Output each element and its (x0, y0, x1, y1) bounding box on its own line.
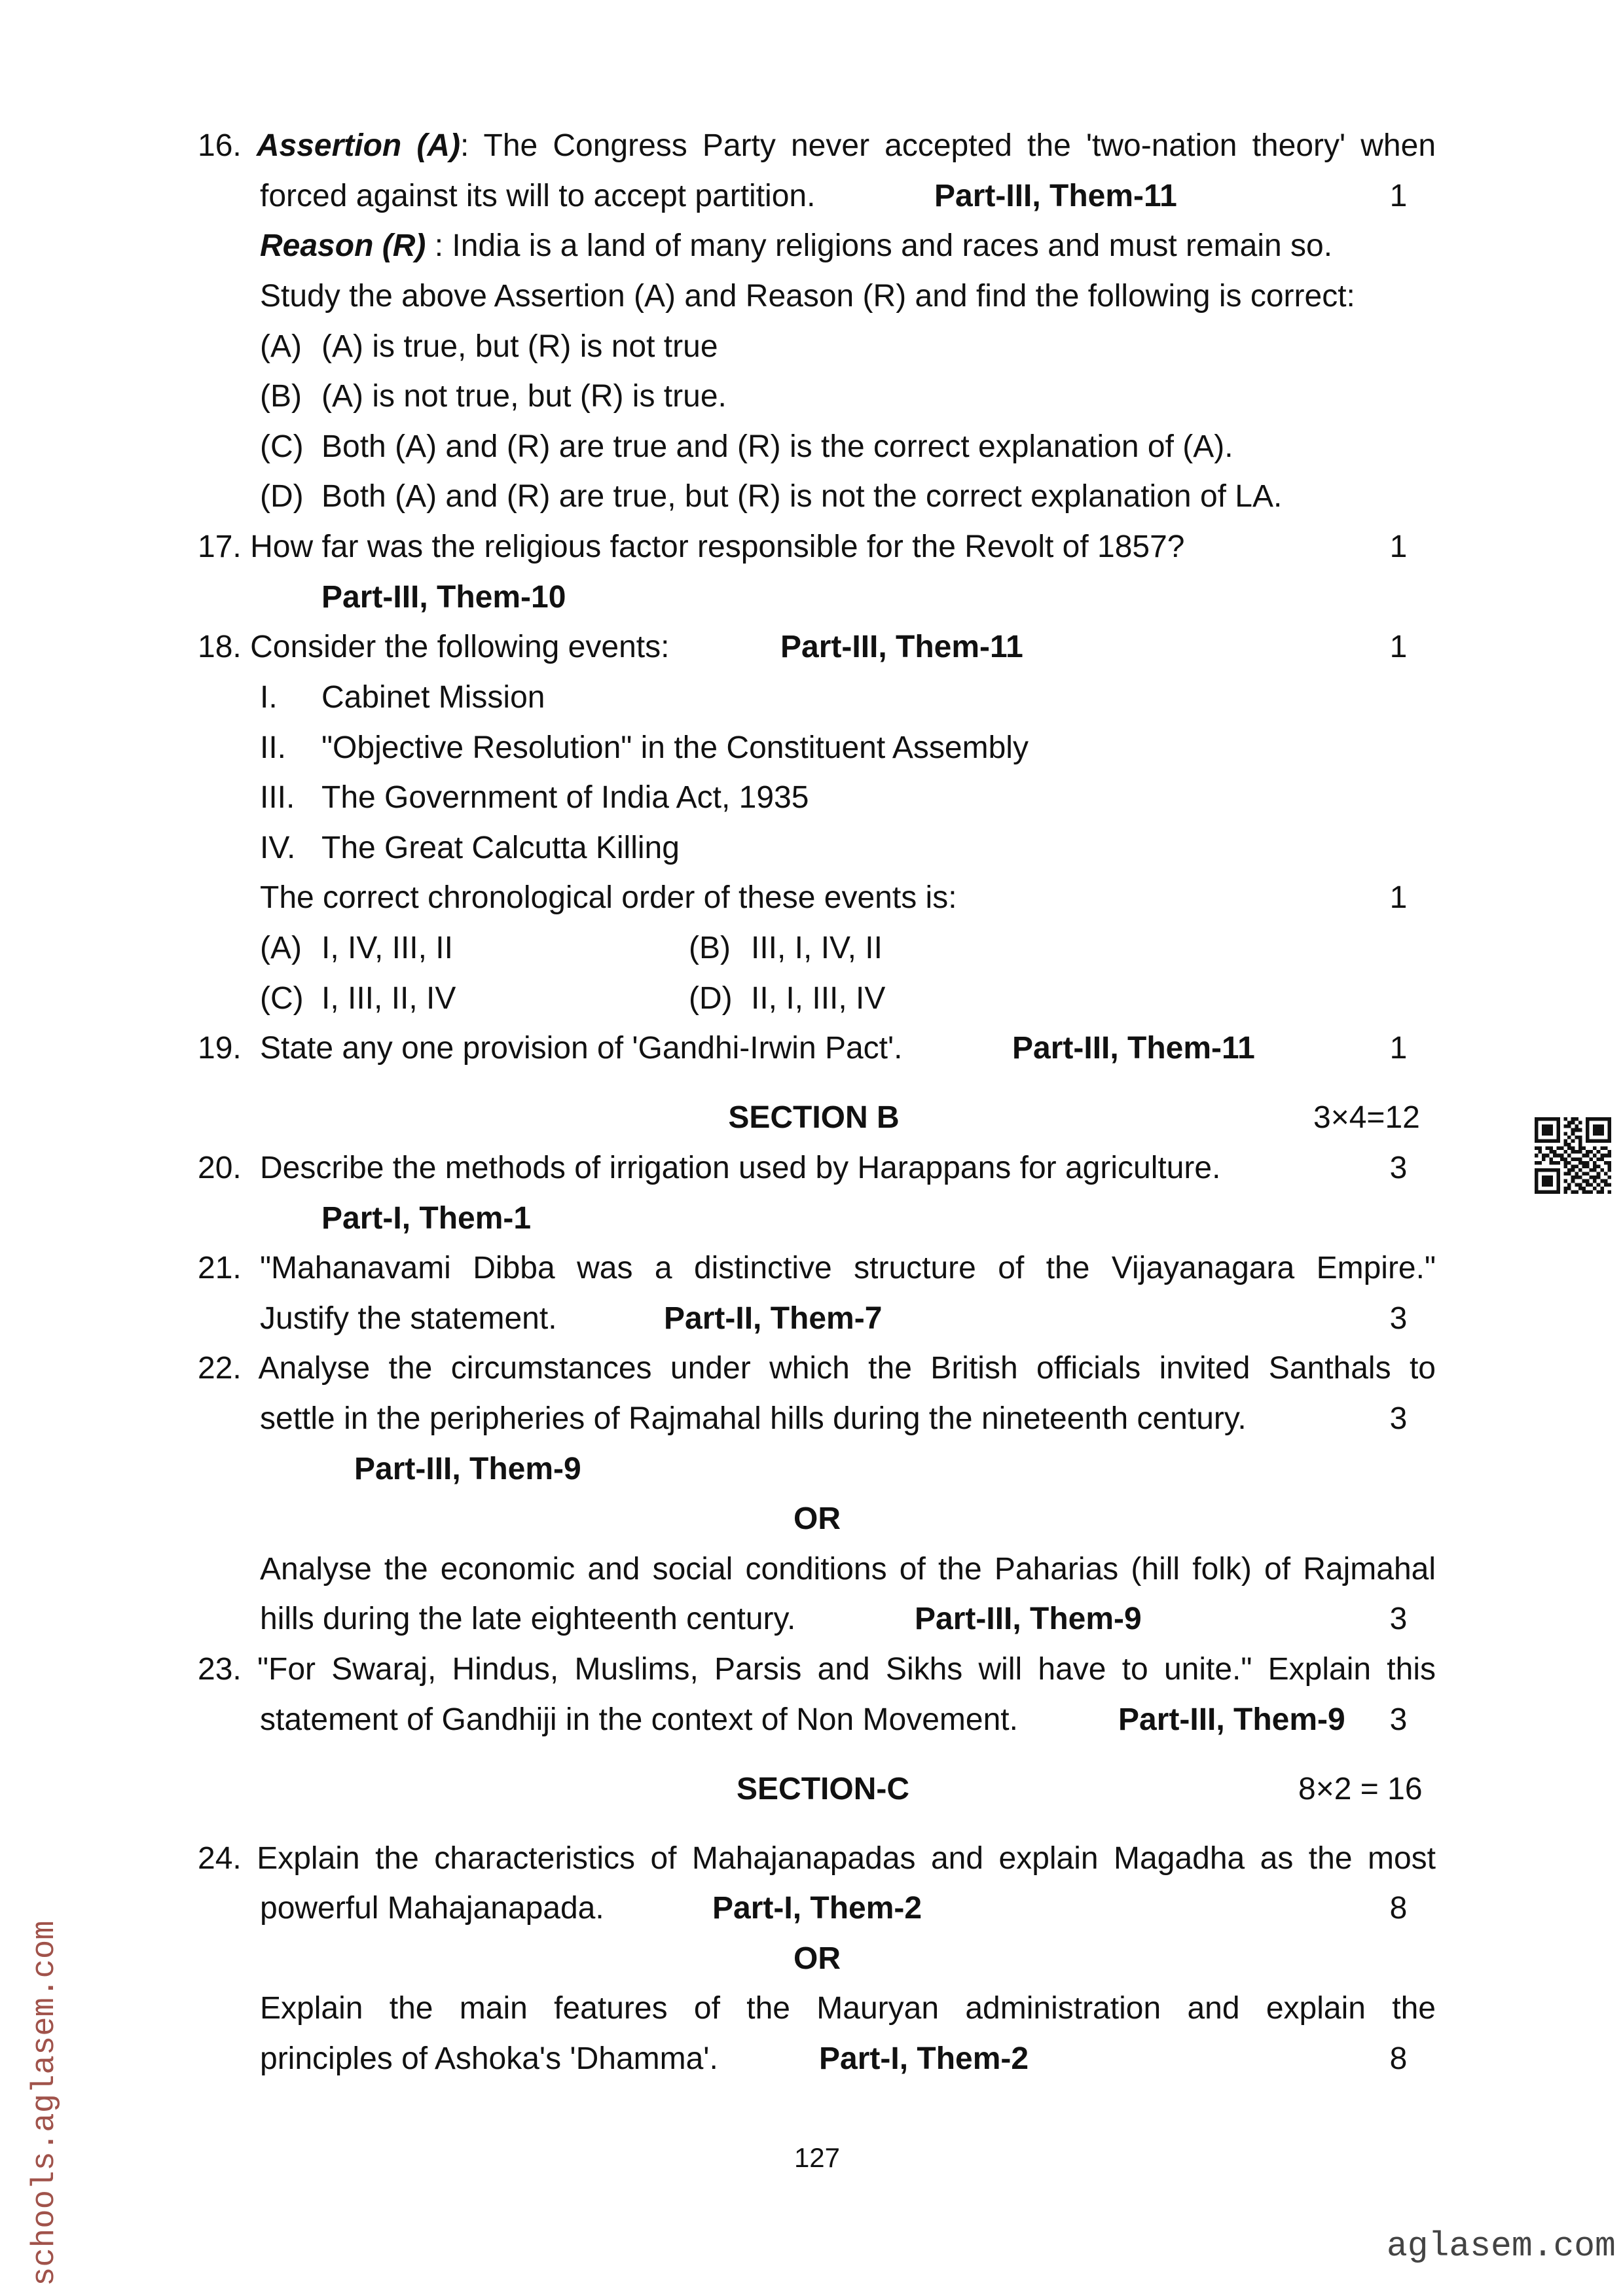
question-22-line-2: settle in the peripheries of Rajmahal hills during the nineteenth century. (260, 1401, 1247, 1436)
reason-label: Reason (R) (260, 228, 426, 263)
question-18-reference: Part-III, Them-11 (780, 630, 1023, 664)
event-label: I. (260, 680, 278, 715)
question-19-marks: 1 (1389, 1031, 1408, 1066)
question-22-or: OR (793, 1501, 841, 1536)
event-text: The Government of India Act, 1935 (321, 780, 809, 815)
question-24-text: Explain the characteristics of Mahajanapadas and explain Magadha as the most (257, 1841, 1436, 1876)
question-23-line-2: statement of Gandhiji in the context of Non Movement. (260, 1702, 1018, 1737)
question-17-number: 17. (198, 529, 242, 564)
section-b-marks: 3×4=12 (1313, 1100, 1420, 1135)
question-22-text: Analyse the circumstances under which the British officials invited Santhals to (258, 1351, 1436, 1386)
question-22-alt-line-1: Analyse the economic and social conditions of the Paharias (hill folk) of Rajmahal (260, 1552, 1436, 1587)
question-19-number: 19. (198, 1031, 242, 1066)
assertion-continuation: forced against its will to accept partition. (260, 179, 816, 213)
question-24-line-2: powerful Mahajanapada. (260, 1891, 604, 1926)
event-text: The Great Calcutta Killing (321, 831, 680, 865)
question-18-text: Consider the following events: (250, 630, 670, 664)
question-18-marks: 1 (1389, 630, 1408, 664)
section-c-marks: 8×2 = 16 (1298, 1772, 1423, 1806)
question-18 (198, 628, 669, 667)
question-23-line-1 (198, 1650, 1436, 1689)
question-17-marks: 1 (1389, 529, 1408, 564)
question-19-reference: Part-III, Them-11 (1012, 1031, 1255, 1066)
question-21-line-2: Justify the statement. (260, 1301, 557, 1336)
question-22-reference: Part-III, Them-9 (354, 1452, 581, 1486)
option-label: (B) (689, 931, 731, 965)
corner-watermark: aglasem.com (1387, 2227, 1616, 2266)
question-16-instruction: Study the above Assertion (A) and Reason (R) and find the following is correct: (260, 279, 1355, 314)
question-18-instruction: The correct chronological order of these events is: (260, 880, 957, 915)
option-label: (D) (689, 981, 733, 1016)
option-text: I, IV, III, II (321, 931, 453, 965)
page-number: 127 (793, 2142, 841, 2173)
event-label: II. (260, 730, 287, 765)
assertion-text: : The Congress Party never accepted the 'two-nation theory' when (460, 128, 1436, 163)
question-23-reference: Part-III, Them-9 (1118, 1702, 1345, 1737)
question-21-number: 21. (198, 1251, 242, 1285)
question-19-text: State any one provision of 'Gandhi-Irwin Pact'. (260, 1031, 903, 1066)
assertion-label: Assertion (A) (256, 128, 460, 163)
question-24-alt-line-2: principles of Ashoka's 'Dhamma'. (260, 2041, 718, 2076)
question-17-reference: Part-III, Them-10 (321, 580, 566, 615)
question-22-alt-marks: 3 (1389, 1602, 1408, 1636)
option-label: (C) (260, 981, 304, 1016)
option-label: (B) (260, 379, 302, 414)
side-watermark: schools.aglasem.com (26, 1920, 63, 2286)
option-text: III, I, IV, II (751, 931, 883, 965)
question-24-alt-marks: 8 (1389, 2041, 1408, 2076)
question-16-reason-line (260, 226, 1332, 266)
question-20-reference: Part-I, Them-1 (321, 1201, 532, 1236)
question-17 (198, 528, 1185, 567)
option-text: (A) is true, but (R) is not true (321, 329, 718, 364)
question-20-text: Describe the methods of irrigation used by Harappans for agriculture. (260, 1151, 1221, 1185)
question-20-marks: 3 (1389, 1151, 1408, 1185)
option-text: II, I, III, IV (751, 981, 886, 1016)
question-24-line-1 (198, 1839, 1436, 1878)
event-label: III. (260, 780, 295, 815)
question-24-reference: Part-I, Them-2 (712, 1891, 922, 1926)
question-23-number: 23. (198, 1652, 242, 1687)
option-label: (C) (260, 429, 304, 464)
question-24-alt-line-1: Explain the main features of the Mauryan administration and explain the (260, 1991, 1436, 2026)
question-24-or: OR (793, 1941, 841, 1976)
question-16-marks: 1 (1389, 179, 1408, 213)
question-24-marks: 8 (1389, 1891, 1408, 1926)
question-17-text: How far was the religious factor responsible for the Revolt of 1857? (250, 529, 1185, 564)
question-24-number: 24. (198, 1841, 242, 1876)
question-21-reference: Part-II, Them-7 (664, 1301, 883, 1336)
qr-code (1535, 1117, 1611, 1194)
question-24-alt-reference: Part-I, Them-2 (819, 2041, 1029, 2076)
question-23-marks: 3 (1389, 1702, 1408, 1737)
option-label: (D) (260, 479, 304, 514)
option-text: (A) is not true, but (R) is true. (321, 379, 727, 414)
question-22-alt-line-2: hills during the late eighteenth century. (260, 1602, 796, 1636)
question-20-number: 20. (198, 1151, 242, 1185)
question-21-line-1: "Mahanavami Dibba was a distinctive structure of the Vijayanagara Empire." (260, 1251, 1436, 1285)
question-18-instruction-marks: 1 (1389, 880, 1408, 915)
question-22-marks: 3 (1389, 1401, 1408, 1436)
option-label: (A) (260, 329, 302, 364)
section-c-title: SECTION-C (737, 1772, 909, 1806)
reason-text: : India is a land of many religions and races and must remain so. (426, 228, 1333, 263)
question-23-text: "For Swaraj, Hindus, Muslims, Parsis and Sikhs will have to unite." Explain this (257, 1652, 1436, 1687)
event-text: "Objective Resolution" in the Constituent Assembly (321, 730, 1029, 765)
question-16-assertion-line (198, 126, 1436, 166)
event-label: IV. (260, 831, 296, 865)
question-22-line-1 (198, 1349, 1436, 1388)
question-16-reference: Part-III, Them-11 (934, 179, 1177, 213)
option-text: Both (A) and (R) are true, but (R) is not the correct explanation of LA. (321, 479, 1283, 514)
option-text: I, III, II, IV (321, 981, 456, 1016)
question-18-number: 18. (198, 630, 242, 664)
question-16-number: 16. (198, 128, 242, 163)
event-text: Cabinet Mission (321, 680, 545, 715)
section-b-title: SECTION B (728, 1100, 900, 1135)
question-21-marks: 3 (1389, 1301, 1408, 1336)
option-text: Both (A) and (R) are true and (R) is the correct explanation of (A). (321, 429, 1233, 464)
question-22-alt-reference: Part-III, Them-9 (915, 1602, 1142, 1636)
option-label: (A) (260, 931, 302, 965)
question-22-number: 22. (198, 1351, 242, 1386)
